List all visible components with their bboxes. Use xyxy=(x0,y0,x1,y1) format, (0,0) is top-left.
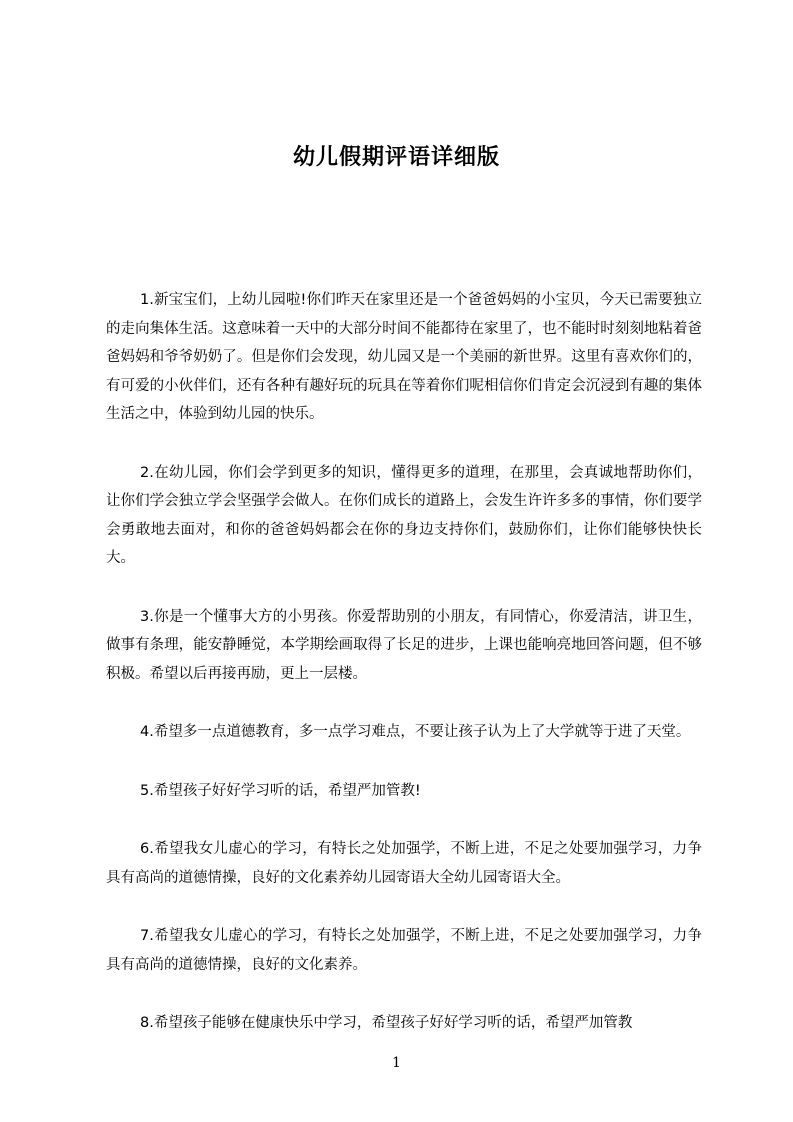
paragraph-6: 6.希望我女儿虚心的学习，有特长之处加强学，不断上进，不足之处要加强学习，力争具有高尚的道德情操，良好的文化素养幼儿园寄语大全幼儿园寄语大全。 xyxy=(106,841,702,886)
paragraph-7: 7.希望我女儿虚心的学习，有特长之处加强学，不断上进，不足之处要加强学习，力争具有高尚的道德情操，良好的文化素养。 xyxy=(106,928,702,973)
paragraph-3: 3.你是一个懂事大方的小男孩。你爱帮助别的小朋友，有同情心，你爱清洁，讲卫生，做事有条理，能安静睡觉，本学期绘画取得了长足的进步，上课也能响亮地回答问题，但不够积极。希望以后再接再励，更上一层楼。 xyxy=(106,608,702,682)
document-body xyxy=(106,286,702,1068)
paragraph-1: 1.新宝宝们，上幼儿园啦!你们昨天在家里还是一个爸爸妈妈的小宝贝，今天已需要独立的走向集体生活。这意味着一天中的大部分时间不能都待在家里了，也不能时时刻刻地粘着爸爸妈妈和爷爷奶奶了。但是你们会发现，幼儿园又是一个美丽的新世界。这里有喜欢你们的，有可爱的小伙伴们，还有各种有趣好玩的玩具在等着你们呢相信你们肯定会沉浸到有趣的集体生活之中，体验到幼儿园的快乐。 xyxy=(106,292,702,422)
paragraph-2: 2.在幼儿园，你们会学到更多的知识，懂得更多的道理，在那里，会真诚地帮助你们，让你们学会独立学会坚强学会做人。在你们成长的道路上，会发生许许多多的事情，你们要学会勇敢地去面对，和你的爸爸妈妈都会在你的身边支持你们，鼓励你们，让你们能够快快长大。 xyxy=(106,464,702,566)
paragraph-4: 4.希望多一点道德教育，多一点学习难点，不要让孩子认为上了大学就等于进了天堂。 xyxy=(140,724,691,740)
paragraph-8: 8.希望孩子能够在健康快乐中学习，希望孩子好好学习听的话，希望严加管教 xyxy=(140,1015,633,1031)
page-title: 幼儿假期评语详细版 xyxy=(292,145,500,170)
page-number: 1 xyxy=(392,1055,401,1071)
paragraph-5: 5.希望孩子好好学习听的话，希望严加管教! xyxy=(140,782,421,799)
